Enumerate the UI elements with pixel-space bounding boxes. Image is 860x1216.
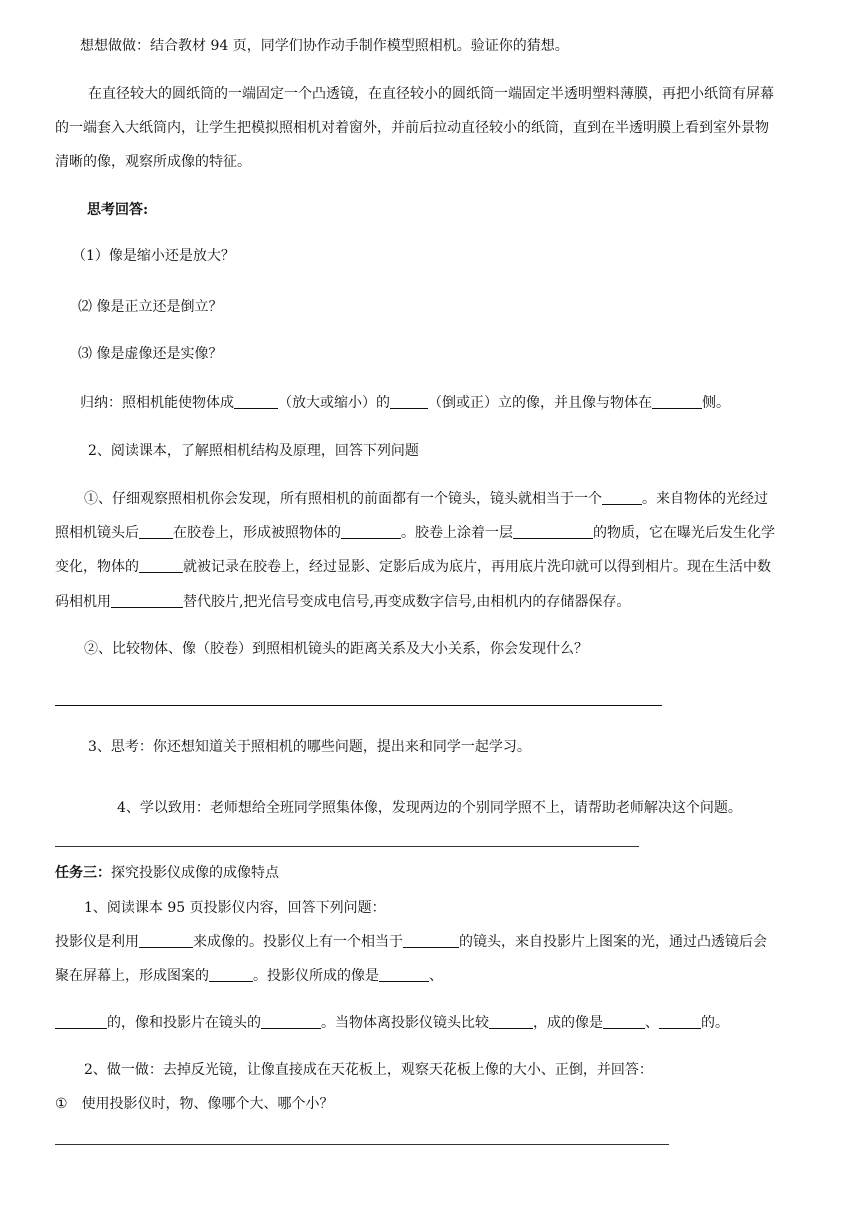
paragraph-line: ①、仔细观察照相机你会发现，所有照相机的前面都有一个镜头，镜头就相当于一个 。来自物体的光经过 (84, 491, 768, 507)
paragraph-line: 在直径较大的圆纸筒的一端固定一个凸透镜，在直径较小的圆纸筒一端固定半透明塑料薄膜，再把小纸筒有屏幕 (88, 86, 774, 102)
paragraph-line: 码相机用 替代胶片,把光信号变成电信号,再变成数字信号,由相机内的存储器保存。 (55, 594, 631, 610)
paragraph-line: 照相机镜头后 在胶卷上，形成被照物体的 。胶卷上涂着一层 的物质，它在曝光后发生化学 (55, 525, 775, 541)
paragraph-line: 变化，物体的 就被记录在胶卷上，经过显影、定影后成为底片，再用底片洗印就可以得到相片。现在生活中数 (55, 559, 771, 575)
question-2: ⑵ 像是正立还是倒立？ (78, 299, 223, 315)
answer-blank[interactable] (659, 1014, 701, 1029)
paragraph-line: 的，像和投影片在镜头的 。当物体离投影仪镜头比较 ，成的像是 、 的。 (55, 1012, 729, 1034)
answer-blank[interactable] (111, 593, 183, 608)
answer-blank[interactable] (652, 394, 702, 409)
answer-blank[interactable] (403, 933, 459, 948)
paragraph-line: 聚在屏幕上，形成图案的 。投影仪所成的像是 、 (55, 968, 443, 984)
answer-blank[interactable] (209, 967, 253, 982)
answer-blank[interactable] (513, 524, 593, 539)
paragraph-line: ②、比较物体、像（胶卷）到照相机镜头的距离关系及大小关系，你会发现什么？ (84, 641, 588, 657)
answer-blank[interactable] (139, 933, 193, 948)
intro-line: 想想做做：结合教材 94 页，同学们协作动手制作模型照相机。验证你的猜想。 (80, 38, 569, 54)
answer-blank[interactable] (603, 1014, 645, 1029)
paragraph-line: 投影仪是利用 来成像的。投影仪上有一个相当于 的镜头，来自投影片上图案的光，通过凸透镜后会 (55, 934, 767, 950)
paragraph-line: 的一端套入大纸筒内，让学生把模拟照相机对着窗外，并前后拉动直径较小的纸筒，直到在半透明膜上看到室外景物 (55, 120, 769, 136)
answer-blank[interactable] (234, 394, 278, 409)
question-1: （1）像是缩小还是放大？ (72, 248, 235, 264)
answer-blank[interactable] (139, 524, 173, 539)
task-3-item-2: 2、做一做：去掉反光镜，让像直接成在天花板上，观察天花板上像的大小、正倒，并回答： (84, 1062, 653, 1078)
answer-blank[interactable] (390, 394, 428, 409)
section-4-line: 4、学以致用：老师想给全班同学照集体像，发现两边的个别同学照不上，请帮助老师解决这个问题。 (117, 800, 742, 816)
question-line: ① 使用投影仪时，物、像哪个大、哪个小？ (55, 1096, 334, 1112)
answer-line[interactable] (55, 846, 639, 847)
answer-line[interactable] (55, 705, 662, 706)
answer-blank[interactable] (379, 967, 429, 982)
answer-blank[interactable] (261, 1014, 321, 1029)
answer-blank[interactable] (55, 1014, 107, 1029)
question-3: ⑶ 像是虚像还是实像？ (78, 346, 223, 362)
answer-blank[interactable] (602, 490, 642, 505)
answer-blank[interactable] (489, 1014, 533, 1029)
paragraph-line: 清晰的像，观察所成像的特征。 (55, 154, 251, 170)
answer-blank[interactable] (139, 558, 183, 573)
section-2-title: 2、阅读课本，了解照相机结构及原理，回答下列问题 (88, 443, 419, 459)
task-3-heading: 任务三：探究投影仪成像的成像特点 (55, 865, 279, 881)
answer-blank[interactable] (341, 524, 401, 539)
answer-line[interactable] (55, 1144, 669, 1145)
summary-line: 归纳：照相机能使物体成 （放大或缩小）的 （倒或正）立的像，并且像与物体在 侧。 (80, 395, 730, 411)
think-heading: 思考回答: (87, 202, 149, 218)
task-3-item-1: 1、阅读课本 95 页投影仪内容，回答下列问题： (84, 900, 386, 916)
section-3-line: 3、思考：你还想知道关于照相机的哪些问题，提出来和同学一起学习。 (88, 739, 531, 755)
